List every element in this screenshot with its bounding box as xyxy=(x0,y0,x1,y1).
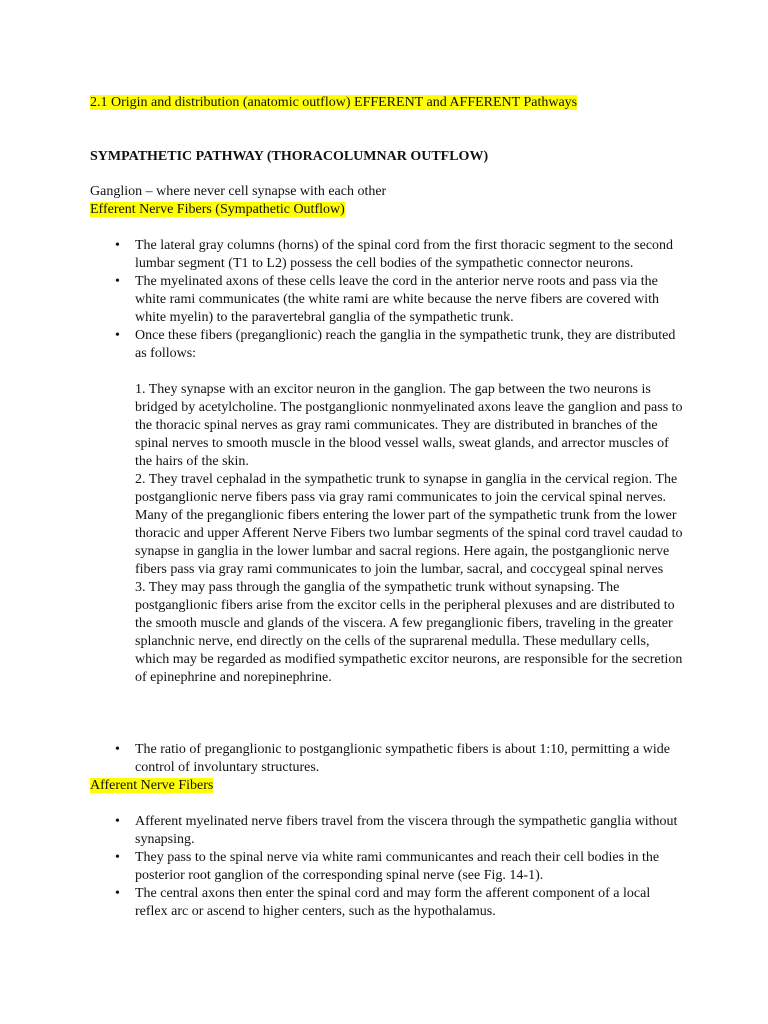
section-title-text: 2.1 Origin and distribution (anatomic outflow) EFFERENT and AFFERENT Pathways xyxy=(90,95,578,110)
list-item xyxy=(115,849,685,885)
afferent-bullet-list xyxy=(115,813,685,921)
bullet-icon: • xyxy=(115,814,120,829)
section-title xyxy=(90,94,577,112)
list-item xyxy=(115,237,685,273)
list-item-text: Afferent myelinated nerve fibers travel from the viscera through the sympathetic ganglia without synapsing. xyxy=(135,814,678,847)
list-item xyxy=(115,885,685,921)
list-item xyxy=(115,273,685,327)
distribution-point: 3. They may pass through the ganglia of the sympathetic trunk without synapsing. The postganglionic fibers arise from the excitor cells in the peripheral plexuses and are distributed to the smooth muscle and glands of the viscera. A few preganglionic fibers, traveling in the greater splanchnic nerve, end directly on the cells of the suprarenal medulla. These medullary cells, which may be regarded as modified sympathetic excitor neurons, are responsible for the secretion of epinephrine and norepinephrine. xyxy=(135,580,683,685)
bullet-icon: • xyxy=(115,328,120,343)
list-item-text: They pass to the spinal nerve via white rami communicantes and reach their cell bodies in the posterior root ganglion of the corresponding spinal nerve (see Fig. 14-1). xyxy=(135,850,660,883)
bullet-icon: • xyxy=(115,850,120,865)
list-item xyxy=(115,327,685,687)
list-item xyxy=(115,813,685,849)
ganglion-definition: Ganglion – where never cell synapse with each other xyxy=(90,184,387,199)
bullet-icon: • xyxy=(115,742,120,757)
distribution-point: 2. They travel cephalad in the sympathetic trunk to synapse in ganglia in the cervical region. The postganglionic nerve fibers pass via gray rami communicates to join the cervical spinal nerves. Many of the preganglionic fibers entering the lower part of the sympathetic trunk from the lower thoracic and upper Afferent Nerve Fibers two lumbar segments of the spinal cord travel caudad to synapse in ganglia in the lower lumbar and sacral regions. Here again, the postganglionic nerve fibers pass via gray rami communicates to join the lumbar, sacral, and coccygeal spinal nerves xyxy=(135,472,683,577)
efferent-bullet-list xyxy=(115,237,685,687)
list-item-text: The ratio of preganglionic to postganglionic sympathetic fibers is about 1:10, permitting a wide control of involuntary structures. xyxy=(135,742,670,775)
ratio-bullet-list xyxy=(115,741,685,777)
pathway-heading: SYMPATHETIC PATHWAY (THORACOLUMNAR OUTFLOW) xyxy=(90,149,489,164)
efferent-heading xyxy=(90,201,345,219)
efferent-heading-text: Efferent Nerve Fibers (Sympathetic Outflow) xyxy=(90,202,345,217)
bullet-icon: • xyxy=(115,886,120,901)
bullet-icon: • xyxy=(115,238,120,253)
list-item-text: The central axons then enter the spinal cord and may form the afferent component of a local reflex arc or ascend to higher centers, such as the hypothalamus. xyxy=(135,886,651,919)
list-item xyxy=(115,741,685,777)
distribution-point: 1. They synapse with an excitor neuron in the ganglion. The gap between the two neurons is bridged by acetylcholine. The postganglionic nonmyelinated axons leave the ganglion and pass to the thoracic spinal nerves as gray rami communicates. They are distributed in branches of the spinal nerves to smooth muscle in the blood vessel walls, sweat glands, and arrector muscles of the hairs of the skin. xyxy=(135,382,683,469)
afferent-heading-text: Afferent Nerve Fibers xyxy=(90,778,214,793)
distribution-points xyxy=(135,381,685,687)
bullet-icon: • xyxy=(115,274,120,289)
afferent-heading xyxy=(90,777,213,795)
list-item-text: Once these fibers (preganglionic) reach the ganglia in the sympathetic trunk, they are distributed as follows: xyxy=(135,328,676,361)
list-item-text: The lateral gray columns (horns) of the spinal cord from the first thoracic segment to the second lumbar segment (T1 to L2) possess the cell bodies of the sympathetic connector neurons. xyxy=(135,238,674,271)
list-item-text: The myelinated axons of these cells leave the cord in the anterior nerve roots and pass via the white rami communicates (the white rami are white because the nerve fibers are covered with white myelin) to the paravertebral ganglia of the sympathetic trunk. xyxy=(135,274,659,325)
